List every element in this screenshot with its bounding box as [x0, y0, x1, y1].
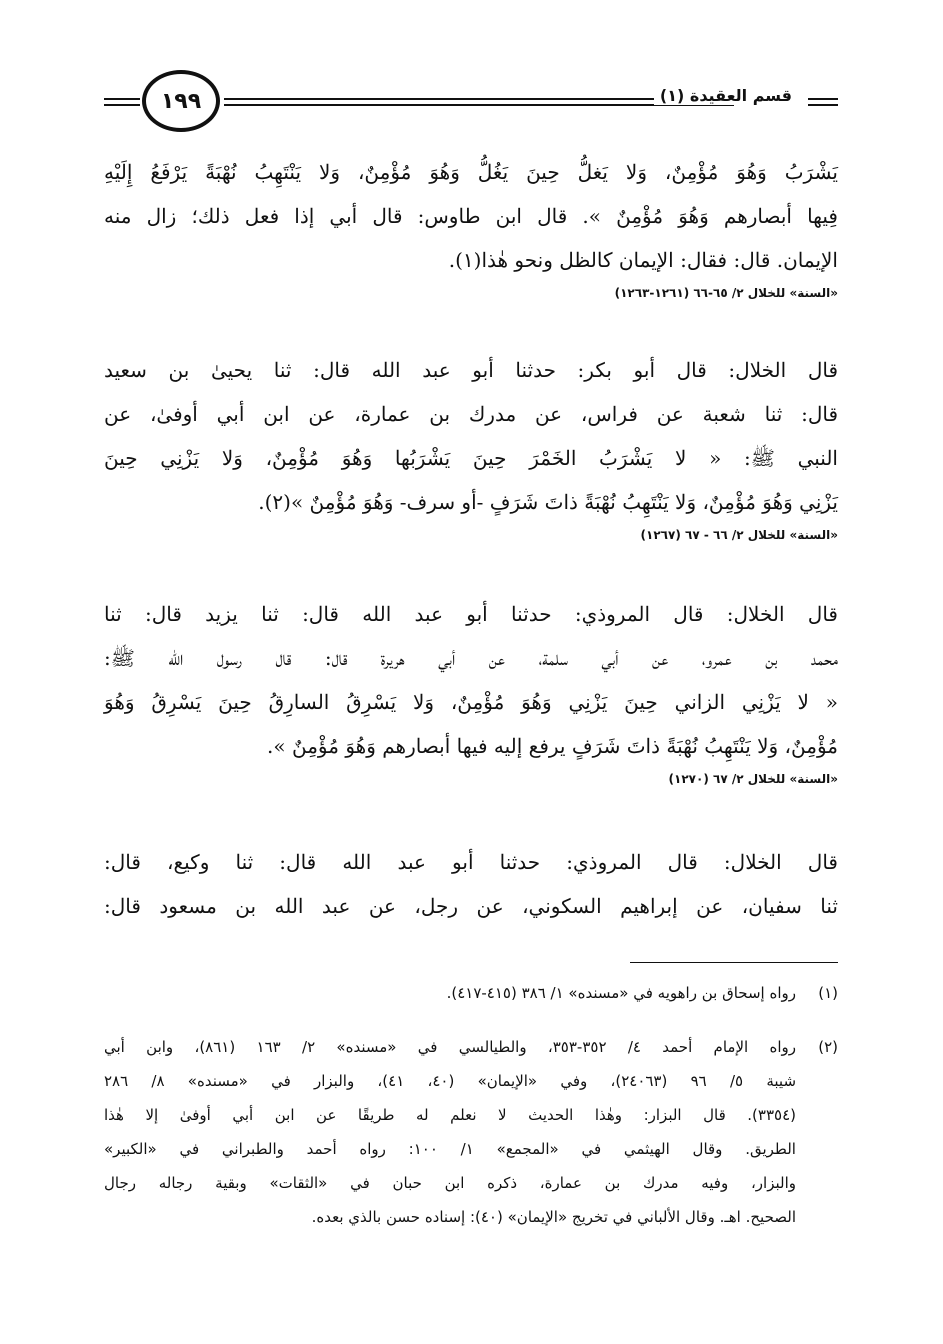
- header-rule: [808, 98, 838, 100]
- running-title: قسم العقيدة (١): [654, 86, 798, 105]
- text-line: قال الخلال: قال أبو بكر: حدثنا أبو عبد الله قال: ثنا يحيىٰ بن سعيد: [104, 358, 838, 382]
- footnote-number: (٢): [818, 1038, 838, 1056]
- text-block-3: [104, 592, 838, 790]
- text-line: مُؤْمِنٌ، وَلا يَنْتَهِبُ نُهْبَةً ذاتَ شَرَفٍ يرفع إليه فيها أبصارهم وَهُوَ مُؤْمِنٌ ».: [267, 734, 838, 758]
- footnote-line: الصحيح. اهـ. وقال الألباني في تخريج «الإيمان» (٤٠): إسناده حسن بالذي بعده.: [311, 1208, 796, 1226]
- page-header: [104, 72, 838, 142]
- text-line: فِيها أبصارهم وَهُوَ مُؤْمِنٌ ». قال ابن طاوس: قال أبي إذا فعل ذلك؛ زال منه: [104, 204, 838, 228]
- footnote-separator: [630, 962, 838, 963]
- text-block-1: [104, 150, 838, 304]
- source-citation: «السنة» للخلال ٢/ ٦٥-٦٦ (١٢٦١-١٢٦٣): [614, 286, 838, 300]
- text-line: ثنا سفيان، عن إبراهيم السكوني، عن رجل، عن عبد الله بن مسعود قال:: [104, 894, 838, 918]
- text-line: قال الخلال: قال المروذي: حدثنا أبو عبد الله قال: ثنا وكيع، قال:: [104, 850, 838, 874]
- text-line: قال: ثنا شعبة عن فراس، عن مدرك بن عمارة، عن ابن أبي أوفىٰ، عن: [104, 402, 838, 426]
- footnote-2: [104, 1030, 838, 1234]
- footnote-1: [104, 976, 838, 1010]
- header-rule: [104, 104, 140, 106]
- text-block-4: [104, 840, 838, 928]
- text-line: قال الخلال: قال المروذي: حدثنا أبو عبد الله قال: ثنا يزيد قال: ثنا: [104, 602, 838, 626]
- text-line: النبي ﷺ: « لا يَشْرَبُ الخَمْرَ حِينَ يَشْرَبُها وَهُوَ مُؤْمِنٌ، وَلا يَزْنِي حِينَ: [104, 446, 838, 470]
- text-line: يَشْرَبُ وَهُوَ مُؤْمِنٌ، وَلا يَغلُّ حِينَ يَغُلُّ وَهُوَ مُؤْمِنٌ، وَلا يَنْتَهِبُ نُهْبَةً يَرْفَعُ إِلَيْهِ: [104, 160, 838, 184]
- source-citation: «السنة» للخلال ٢/ ٦٧ (١٢٧٠): [668, 772, 838, 786]
- header-rule: [808, 104, 838, 106]
- footnote-line: رواه إسحاق بن راهويه في «مسنده» ١/ ٣٨٦ (٤١٥-٤١٧).: [446, 984, 796, 1002]
- text-line: يَزْنِي وَهُوَ مُؤْمِنٌ، وَلا يَنْتَهِبُ نُهْبَةً ذاتَ شَرَفٍ -أو سرف- وَهُوَ مُؤْمِنٌ »(٢).: [258, 490, 838, 514]
- footnote-line: شيبة ٥/ ٩٦ (٢٤٠٦٣)، وفي «الإيمان» (٤٠، ٤١)، والبزار في «مسنده» ٨/ ٢٨٦: [104, 1072, 797, 1090]
- footnote-number: (١): [818, 984, 838, 1002]
- text-line: محمد بن عمرو، عن أبي سلمة، عن أبي هريرة قال: قال رسول الله ﷺ:: [104, 646, 838, 670]
- text-line: « لا يَزْنِي الزاني حِينَ يَزْنِي وَهُوَ مُؤْمِنٌ، وَلا يَسْرِقُ السارِقُ حِينَ يَسْرِقُ وَهُوَ: [104, 690, 838, 714]
- footnote-line: الطريق. وقال الهيثمي في «المجمع» ١/ ١٠٠: رواه أحمد والطبراني في «الكبير»: [104, 1140, 796, 1158]
- text-line: الإيمان. قال: فقال: الإيمان كالظل ونحو هٰذا(١).: [448, 248, 838, 272]
- footnote-line: رواه الإمام أحمد ٤/ ٣٥٢-٣٥٣، والطيالسي في «مسنده» ٢/ ١٦٣ (٨٦١)، وابن أبي: [104, 1038, 796, 1056]
- footnote-line: (٣٣٥٤). قال البزار: وهٰذا الحديث لا نعلم له طريقًا عن ابن أبي أوفىٰ إلا هٰذا: [104, 1106, 796, 1124]
- text-block-2: [104, 348, 838, 546]
- footnote-line: والبزار، وفيه مدرك بن عمارة، ذكره ابن حبان في «الثقات» وبقية رجاله رجال: [104, 1174, 796, 1192]
- source-citation: «السنة» للخلال ٢/ ٦٦ - ٦٧ (١٢٦٧): [640, 528, 838, 542]
- header-rule: [104, 98, 140, 100]
- page-number: ١٩٩: [142, 70, 220, 132]
